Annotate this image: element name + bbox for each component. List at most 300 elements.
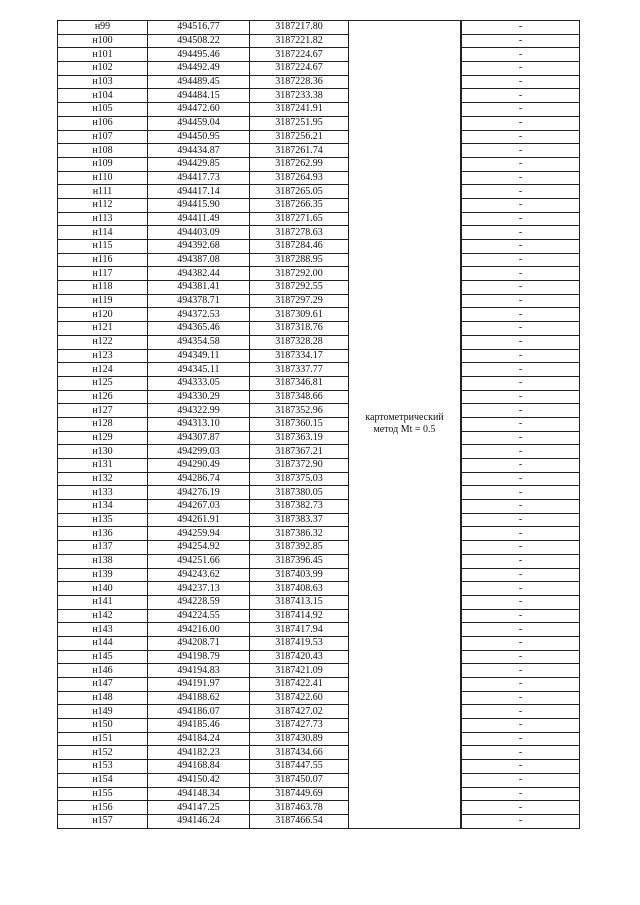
table-row [58, 404, 580, 418]
table-row [58, 34, 580, 48]
accuracy-cell: - [462, 678, 580, 692]
x-coordinate-cell: 494313.10 [148, 417, 250, 431]
table-row [58, 75, 580, 89]
accuracy-cell: - [462, 554, 580, 568]
table-row [58, 500, 580, 514]
accuracy-cell: - [462, 609, 580, 623]
accuracy-cell: - [462, 527, 580, 541]
x-coordinate-cell: 494228.59 [148, 595, 250, 609]
coordinates-table-body [58, 21, 580, 829]
point-name-cell: н155 [58, 787, 148, 801]
y-coordinate-cell: 3187414.92 [250, 609, 349, 623]
table-row [58, 294, 580, 308]
y-coordinate-cell: 3187264.93 [250, 171, 349, 185]
table-row [58, 636, 580, 650]
point-name-cell: н99 [58, 21, 148, 35]
x-coordinate-cell: 494148.34 [148, 787, 250, 801]
accuracy-cell: - [462, 89, 580, 103]
accuracy-cell: - [462, 21, 580, 35]
y-coordinate-cell: 3187224.67 [250, 48, 349, 62]
x-coordinate-cell: 494508.22 [148, 34, 250, 48]
table-row [58, 554, 580, 568]
table-row [58, 308, 580, 322]
table-row [58, 459, 580, 473]
accuracy-cell: - [462, 294, 580, 308]
accuracy-cell: - [462, 390, 580, 404]
x-coordinate-cell: 494403.09 [148, 226, 250, 240]
x-coordinate-cell: 494224.55 [148, 609, 250, 623]
y-coordinate-cell: 3187419.53 [250, 636, 349, 650]
accuracy-cell: - [462, 472, 580, 486]
y-coordinate-cell: 3187233.38 [250, 89, 349, 103]
x-coordinate-cell: 494184.24 [148, 732, 250, 746]
y-coordinate-cell: 3187217.80 [250, 21, 349, 35]
point-name-cell: н118 [58, 281, 148, 295]
coordinates-sheet [57, 20, 580, 829]
accuracy-cell: - [462, 171, 580, 185]
x-coordinate-cell: 494307.87 [148, 431, 250, 445]
x-coordinate-cell: 494168.84 [148, 760, 250, 774]
y-coordinate-cell: 3187408.63 [250, 582, 349, 596]
x-coordinate-cell: 494254.92 [148, 541, 250, 555]
point-name-cell: н128 [58, 417, 148, 431]
accuracy-cell: - [462, 281, 580, 295]
point-name-cell: н154 [58, 773, 148, 787]
y-coordinate-cell: 3187262.99 [250, 157, 349, 171]
point-name-cell: н131 [58, 459, 148, 473]
point-name-cell: н148 [58, 691, 148, 705]
accuracy-cell: - [462, 773, 580, 787]
table-row [58, 595, 580, 609]
y-coordinate-cell: 3187367.21 [250, 445, 349, 459]
x-coordinate-cell: 494259.94 [148, 527, 250, 541]
table-row [58, 678, 580, 692]
table-row [58, 719, 580, 733]
point-name-cell: н132 [58, 472, 148, 486]
table-row [58, 281, 580, 295]
y-coordinate-cell: 3187430.89 [250, 732, 349, 746]
y-coordinate-cell: 3187251.95 [250, 116, 349, 130]
table-row [58, 185, 580, 199]
accuracy-cell: - [462, 431, 580, 445]
table-row [58, 21, 580, 35]
x-coordinate-cell: 494330.29 [148, 390, 250, 404]
point-name-cell: н125 [58, 376, 148, 390]
y-coordinate-cell: 3187271.65 [250, 212, 349, 226]
y-coordinate-cell: 3187261.74 [250, 144, 349, 158]
table-row [58, 814, 580, 828]
accuracy-cell: - [462, 240, 580, 254]
x-coordinate-cell: 494349.11 [148, 349, 250, 363]
accuracy-cell: - [462, 34, 580, 48]
point-name-cell: н116 [58, 253, 148, 267]
table-row [58, 198, 580, 212]
y-coordinate-cell: 3187363.19 [250, 431, 349, 445]
method-text [361, 412, 447, 436]
y-coordinate-cell: 3187309.61 [250, 308, 349, 322]
x-coordinate-cell: 494387.08 [148, 253, 250, 267]
accuracy-cell: - [462, 445, 580, 459]
table-row [58, 513, 580, 527]
point-name-cell: н119 [58, 294, 148, 308]
y-coordinate-cell: 3187346.81 [250, 376, 349, 390]
point-name-cell: н106 [58, 116, 148, 130]
coordinates-table [57, 20, 580, 829]
point-name-cell: н109 [58, 157, 148, 171]
x-coordinate-cell: 494191.97 [148, 678, 250, 692]
accuracy-cell: - [462, 746, 580, 760]
y-coordinate-cell: 3187334.17 [250, 349, 349, 363]
table-row [58, 732, 580, 746]
table-row [58, 157, 580, 171]
x-coordinate-cell: 494392.68 [148, 240, 250, 254]
point-name-cell: н122 [58, 335, 148, 349]
point-name-cell: н117 [58, 267, 148, 281]
x-coordinate-cell: 494243.62 [148, 568, 250, 582]
table-row [58, 568, 580, 582]
y-coordinate-cell: 3187449.69 [250, 787, 349, 801]
y-coordinate-cell: 3187256.21 [250, 130, 349, 144]
point-name-cell: н112 [58, 198, 148, 212]
table-row [58, 746, 580, 760]
y-coordinate-cell: 3187288.95 [250, 253, 349, 267]
point-name-cell: н141 [58, 595, 148, 609]
accuracy-cell: - [462, 62, 580, 76]
table-row [58, 650, 580, 664]
method-line-1: картометрический [365, 412, 444, 424]
point-name-cell: н114 [58, 226, 148, 240]
accuracy-cell: - [462, 404, 580, 418]
accuracy-cell: - [462, 814, 580, 828]
x-coordinate-cell: 494150.42 [148, 773, 250, 787]
y-coordinate-cell: 3187427.73 [250, 719, 349, 733]
table-row [58, 787, 580, 801]
point-name-cell: н145 [58, 650, 148, 664]
x-coordinate-cell: 494484.15 [148, 89, 250, 103]
x-coordinate-cell: 494188.62 [148, 691, 250, 705]
table-row [58, 144, 580, 158]
point-name-cell: н110 [58, 171, 148, 185]
table-row [58, 376, 580, 390]
accuracy-cell: - [462, 801, 580, 815]
point-name-cell: н130 [58, 445, 148, 459]
accuracy-cell: - [462, 267, 580, 281]
accuracy-cell: - [462, 664, 580, 678]
point-name-cell: н121 [58, 322, 148, 336]
point-name-cell: н133 [58, 486, 148, 500]
point-name-cell: н153 [58, 760, 148, 774]
x-coordinate-cell: 494492.49 [148, 62, 250, 76]
x-coordinate-cell: 494146.24 [148, 814, 250, 828]
table-row [58, 240, 580, 254]
y-coordinate-cell: 3187427.02 [250, 705, 349, 719]
table-row [58, 130, 580, 144]
point-name-cell: н115 [58, 240, 148, 254]
accuracy-cell: - [462, 185, 580, 199]
y-coordinate-cell: 3187265.05 [250, 185, 349, 199]
y-coordinate-cell: 3187372.90 [250, 459, 349, 473]
accuracy-cell: - [462, 144, 580, 158]
table-row [58, 773, 580, 787]
y-coordinate-cell: 3187228.36 [250, 75, 349, 89]
accuracy-cell: - [462, 541, 580, 555]
table-row [58, 226, 580, 240]
table-row [58, 390, 580, 404]
table-row [58, 527, 580, 541]
x-coordinate-cell: 494382.44 [148, 267, 250, 281]
y-coordinate-cell: 3187463.78 [250, 801, 349, 815]
y-coordinate-cell: 3187266.35 [250, 198, 349, 212]
point-name-cell: н120 [58, 308, 148, 322]
accuracy-cell: - [462, 253, 580, 267]
point-name-cell: н123 [58, 349, 148, 363]
point-name-cell: н140 [58, 582, 148, 596]
point-name-cell: н100 [58, 34, 148, 48]
x-coordinate-cell: 494237.13 [148, 582, 250, 596]
point-name-cell: н156 [58, 801, 148, 815]
table-row [58, 335, 580, 349]
y-coordinate-cell: 3187292.55 [250, 281, 349, 295]
y-coordinate-cell: 3187297.29 [250, 294, 349, 308]
accuracy-cell: - [462, 459, 580, 473]
x-coordinate-cell: 494411.49 [148, 212, 250, 226]
accuracy-cell: - [462, 322, 580, 336]
accuracy-cell: - [462, 376, 580, 390]
x-coordinate-cell: 494381.41 [148, 281, 250, 295]
accuracy-cell: - [462, 198, 580, 212]
accuracy-cell: - [462, 719, 580, 733]
accuracy-cell: - [462, 363, 580, 377]
y-coordinate-cell: 3187221.82 [250, 34, 349, 48]
y-coordinate-cell: 3187450.07 [250, 773, 349, 787]
point-name-cell: н143 [58, 623, 148, 637]
table-row [58, 541, 580, 555]
point-name-cell: н108 [58, 144, 148, 158]
point-name-cell: н151 [58, 732, 148, 746]
x-coordinate-cell: 494365.46 [148, 322, 250, 336]
y-coordinate-cell: 3187417.94 [250, 623, 349, 637]
accuracy-cell: - [462, 636, 580, 650]
point-name-cell: н150 [58, 719, 148, 733]
point-name-cell: н144 [58, 636, 148, 650]
accuracy-cell: - [462, 212, 580, 226]
accuracy-cell: - [462, 308, 580, 322]
accuracy-cell: - [462, 500, 580, 514]
table-row [58, 417, 580, 431]
accuracy-cell: - [462, 48, 580, 62]
accuracy-cell: - [462, 513, 580, 527]
y-coordinate-cell: 3187292.00 [250, 267, 349, 281]
accuracy-cell: - [462, 486, 580, 500]
point-name-cell: н157 [58, 814, 148, 828]
x-coordinate-cell: 494261.91 [148, 513, 250, 527]
y-coordinate-cell: 3187224.67 [250, 62, 349, 76]
y-coordinate-cell: 3187284.46 [250, 240, 349, 254]
x-coordinate-cell: 494286.74 [148, 472, 250, 486]
accuracy-cell: - [462, 335, 580, 349]
y-coordinate-cell: 3187337.77 [250, 363, 349, 377]
table-row [58, 582, 580, 596]
point-name-cell: н134 [58, 500, 148, 514]
x-coordinate-cell: 494290.49 [148, 459, 250, 473]
x-coordinate-cell: 494472.60 [148, 103, 250, 117]
x-coordinate-cell: 494489.45 [148, 75, 250, 89]
x-coordinate-cell: 494434.87 [148, 144, 250, 158]
y-coordinate-cell: 3187348.66 [250, 390, 349, 404]
point-name-cell: н113 [58, 212, 148, 226]
point-name-cell: н152 [58, 746, 148, 760]
y-coordinate-cell: 3187382.73 [250, 500, 349, 514]
x-coordinate-cell: 494354.58 [148, 335, 250, 349]
table-row [58, 664, 580, 678]
x-coordinate-cell: 494194.83 [148, 664, 250, 678]
accuracy-cell: - [462, 623, 580, 637]
y-coordinate-cell: 3187328.28 [250, 335, 349, 349]
x-coordinate-cell: 494299.03 [148, 445, 250, 459]
accuracy-cell: - [462, 787, 580, 801]
y-coordinate-cell: 3187380.05 [250, 486, 349, 500]
table-row [58, 760, 580, 774]
y-coordinate-cell: 3187421.09 [250, 664, 349, 678]
point-name-cell: н101 [58, 48, 148, 62]
table-row [58, 212, 580, 226]
accuracy-cell: - [462, 226, 580, 240]
point-name-cell: н146 [58, 664, 148, 678]
x-coordinate-cell: 494415.90 [148, 198, 250, 212]
x-coordinate-cell: 494267.03 [148, 500, 250, 514]
table-row [58, 431, 580, 445]
x-coordinate-cell: 494198.79 [148, 650, 250, 664]
y-coordinate-cell: 3187383.37 [250, 513, 349, 527]
point-name-cell: н136 [58, 527, 148, 541]
table-row [58, 445, 580, 459]
accuracy-cell: - [462, 349, 580, 363]
table-row [58, 691, 580, 705]
y-coordinate-cell: 3187396.45 [250, 554, 349, 568]
x-coordinate-cell: 494182.23 [148, 746, 250, 760]
x-coordinate-cell: 494459.04 [148, 116, 250, 130]
point-name-cell: н127 [58, 404, 148, 418]
point-name-cell: н126 [58, 390, 148, 404]
y-coordinate-cell: 3187375.03 [250, 472, 349, 486]
accuracy-cell: - [462, 691, 580, 705]
accuracy-cell: - [462, 732, 580, 746]
y-coordinate-cell: 3187386.32 [250, 527, 349, 541]
accuracy-cell: - [462, 582, 580, 596]
y-coordinate-cell: 3187360.15 [250, 417, 349, 431]
method-cell [349, 21, 461, 829]
x-coordinate-cell: 494147.25 [148, 801, 250, 815]
x-coordinate-cell: 494186.07 [148, 705, 250, 719]
table-row [58, 472, 580, 486]
accuracy-cell: - [462, 760, 580, 774]
accuracy-cell: - [462, 116, 580, 130]
table-row [58, 253, 580, 267]
x-coordinate-cell: 494372.53 [148, 308, 250, 322]
y-coordinate-cell: 3187422.41 [250, 678, 349, 692]
x-coordinate-cell: 494322.99 [148, 404, 250, 418]
y-coordinate-cell: 3187422.60 [250, 691, 349, 705]
table-row [58, 48, 580, 62]
method-line-2: метод Mt = 0.5 [373, 424, 436, 436]
x-coordinate-cell: 494216.00 [148, 623, 250, 637]
table-row [58, 267, 580, 281]
x-coordinate-cell: 494417.73 [148, 171, 250, 185]
y-coordinate-cell: 3187420.43 [250, 650, 349, 664]
table-row [58, 62, 580, 76]
y-coordinate-cell: 3187413.15 [250, 595, 349, 609]
point-name-cell: н105 [58, 103, 148, 117]
y-coordinate-cell: 3187352.96 [250, 404, 349, 418]
x-coordinate-cell: 494495.46 [148, 48, 250, 62]
point-name-cell: н107 [58, 130, 148, 144]
y-coordinate-cell: 3187447.55 [250, 760, 349, 774]
table-row [58, 609, 580, 623]
accuracy-cell: - [462, 130, 580, 144]
point-name-cell: н139 [58, 568, 148, 582]
x-coordinate-cell: 494516.77 [148, 21, 250, 35]
x-coordinate-cell: 494333.05 [148, 376, 250, 390]
accuracy-cell: - [462, 75, 580, 89]
y-coordinate-cell: 3187241.91 [250, 103, 349, 117]
point-name-cell: н138 [58, 554, 148, 568]
point-name-cell: н129 [58, 431, 148, 445]
table-row [58, 116, 580, 130]
x-coordinate-cell: 494208.71 [148, 636, 250, 650]
table-row [58, 486, 580, 500]
table-row [58, 103, 580, 117]
table-row [58, 623, 580, 637]
x-coordinate-cell: 494185.46 [148, 719, 250, 733]
point-name-cell: н137 [58, 541, 148, 555]
x-coordinate-cell: 494429.85 [148, 157, 250, 171]
point-name-cell: н124 [58, 363, 148, 377]
table-row [58, 171, 580, 185]
accuracy-cell: - [462, 157, 580, 171]
accuracy-cell: - [462, 103, 580, 117]
table-row [58, 363, 580, 377]
table-row [58, 349, 580, 363]
point-name-cell: н111 [58, 185, 148, 199]
x-coordinate-cell: 494251.66 [148, 554, 250, 568]
table-row [58, 322, 580, 336]
x-coordinate-cell: 494378.71 [148, 294, 250, 308]
y-coordinate-cell: 3187392.85 [250, 541, 349, 555]
table-row [58, 89, 580, 103]
table-row [58, 801, 580, 815]
y-coordinate-cell: 3187278.63 [250, 226, 349, 240]
point-name-cell: н135 [58, 513, 148, 527]
x-coordinate-cell: 494417.14 [148, 185, 250, 199]
point-name-cell: н103 [58, 75, 148, 89]
point-name-cell: н142 [58, 609, 148, 623]
y-coordinate-cell: 3187466.54 [250, 814, 349, 828]
x-coordinate-cell: 494450.95 [148, 130, 250, 144]
accuracy-cell: - [462, 705, 580, 719]
table-row [58, 705, 580, 719]
accuracy-cell: - [462, 650, 580, 664]
x-coordinate-cell: 494345.11 [148, 363, 250, 377]
accuracy-cell: - [462, 595, 580, 609]
accuracy-cell: - [462, 417, 580, 431]
accuracy-cell: - [462, 568, 580, 582]
point-name-cell: н102 [58, 62, 148, 76]
y-coordinate-cell: 3187403.99 [250, 568, 349, 582]
point-name-cell: н149 [58, 705, 148, 719]
y-coordinate-cell: 3187318.76 [250, 322, 349, 336]
point-name-cell: н147 [58, 678, 148, 692]
y-coordinate-cell: 3187434.66 [250, 746, 349, 760]
